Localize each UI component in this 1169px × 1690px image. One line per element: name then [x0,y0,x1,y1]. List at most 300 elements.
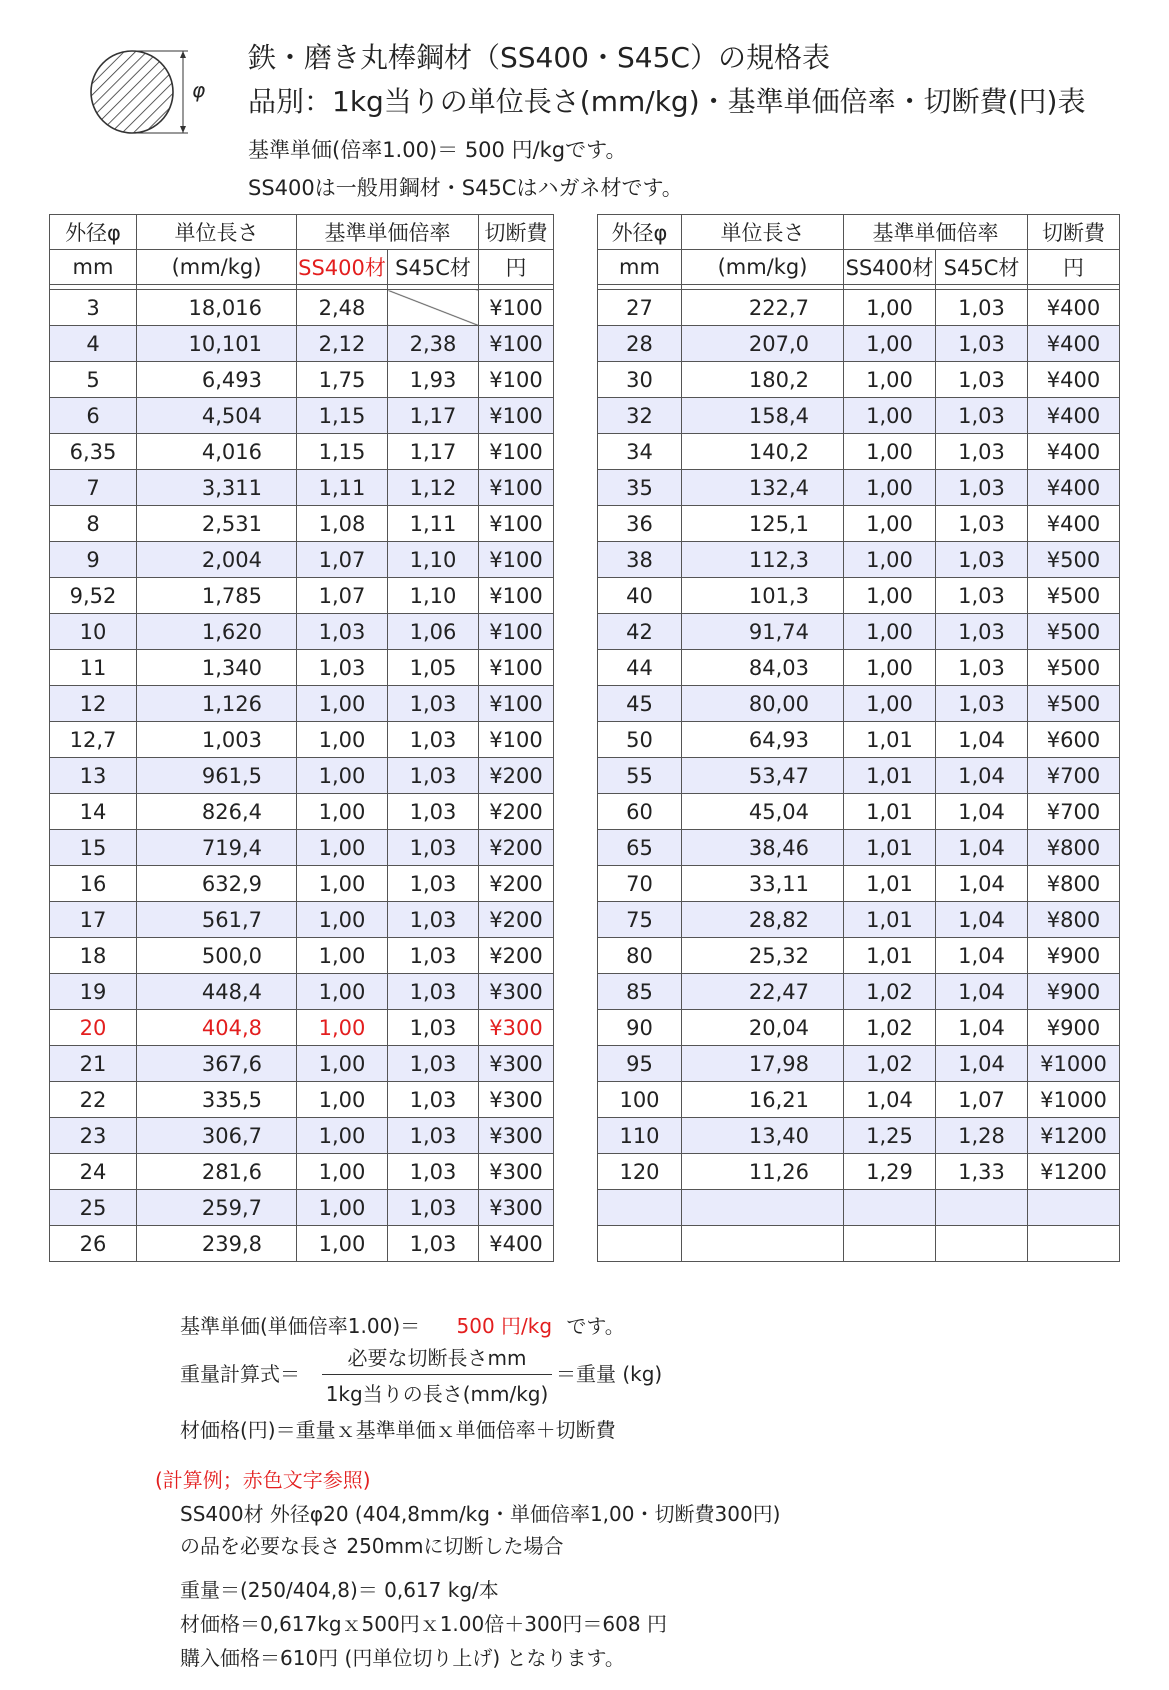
table-row [50,758,554,794]
cell-s45c-ratio [936,1226,1028,1262]
col-header-diameter: 外径φ [50,215,137,250]
cell-diameter: 40 [598,578,682,614]
cell-s45c-ratio: 1,04 [936,974,1028,1010]
col-header-unit-length: 単位長さ [137,215,297,250]
cell-cutting-fee: ¥700 [1028,794,1120,830]
cell-diameter: 90 [598,1010,682,1046]
cell-cutting-fee: ¥900 [1028,974,1120,1010]
cell-s45c-ratio: 1,03 [388,722,479,758]
cell-diameter: 50 [598,722,682,758]
cell-cutting-fee: ¥400 [1028,434,1120,470]
cell-diameter: 36 [598,506,682,542]
cell-s45c-ratio: 1,12 [388,470,479,506]
table-row [598,1226,1120,1262]
cell-ss400-ratio: 1,00 [297,830,388,866]
table-row [50,866,554,902]
table-row [50,1082,554,1118]
cell-s45c-ratio: 1,03 [936,614,1028,650]
cell-cutting-fee: ¥400 [1028,290,1120,326]
cell-unit-length: 2,531 [137,506,297,542]
cell-s45c-ratio: 1,33 [936,1154,1028,1190]
cell-diameter: 45 [598,686,682,722]
cell-s45c-ratio: 1,03 [936,434,1028,470]
cell-ss400-ratio: 2,48 [297,290,388,326]
cell-s45c-ratio: 1,04 [936,722,1028,758]
table-row [598,614,1120,650]
cell-diameter: 28 [598,326,682,362]
cell-s45c-ratio: 2,38 [388,326,479,362]
cell-cutting-fee: ¥200 [479,866,554,902]
table-row [598,1190,1120,1226]
cell-s45c-ratio: 1,28 [936,1118,1028,1154]
cell-diameter: 27 [598,290,682,326]
cell-ss400-ratio: 1,07 [297,578,388,614]
table-row [598,1118,1120,1154]
cell-ss400-ratio: 1,00 [844,362,936,398]
example-heading: (計算例；赤色文字参照) [155,1468,371,1492]
col-header-unit-length-unit: (mm/kg) [137,250,297,285]
page-title: 鉄・磨き丸棒鋼材（SS400・S45C）の規格表 [248,41,830,74]
cell-unit-length: 38,46 [682,830,844,866]
cell-ss400-ratio: 1,15 [297,398,388,434]
cell-unit-length: 25,32 [682,938,844,974]
table-row [598,506,1120,542]
table-row [598,326,1120,362]
cell-unit-length: 53,47 [682,758,844,794]
cell-cutting-fee: ¥500 [1028,542,1120,578]
table-row [50,794,554,830]
table-row [598,1010,1120,1046]
col-header-diameter-unit: mm [598,250,682,285]
cell-cutting-fee: ¥300 [479,1190,554,1226]
cell-s45c-ratio: 1,04 [936,1046,1028,1082]
cell-unit-length: 20,04 [682,1010,844,1046]
cell-diameter: 9 [50,542,137,578]
cell-ss400-ratio: 1,07 [297,542,388,578]
cell-cutting-fee: ¥300 [479,1082,554,1118]
cell-s45c-ratio: 1,03 [388,1118,479,1154]
cell-diameter: 34 [598,434,682,470]
cell-cutting-fee: ¥600 [1028,722,1120,758]
cell-diameter: 110 [598,1118,682,1154]
round-bar-diagram [86,44,206,140]
cell-s45c-ratio: 1,04 [936,938,1028,974]
cell-unit-length: 239,8 [137,1226,297,1262]
cell-unit-length: 1,126 [137,686,297,722]
cell-cutting-fee: ¥500 [1028,614,1120,650]
cell-s45c-ratio: 1,07 [936,1082,1028,1118]
base-price-formula [180,1310,625,1339]
cell-s45c-ratio: 1,10 [388,578,479,614]
cell-ss400-ratio: 1,00 [844,506,936,542]
spec-table-left [49,214,554,1262]
cell-diameter: 11 [50,650,137,686]
cell-diameter: 26 [50,1226,137,1262]
cell-ss400-ratio: 1,00 [844,326,936,362]
cell-cutting-fee: ¥700 [1028,758,1120,794]
table-row [50,578,554,614]
cell-s45c-ratio: 1,03 [936,326,1028,362]
cell-cutting-fee: ¥400 [1028,506,1120,542]
cell-ss400-ratio: 1,00 [844,578,936,614]
table-row [50,290,554,326]
table-row [50,1190,554,1226]
cell-ss400-ratio: 1,01 [844,794,936,830]
example-line2: の品を必要な長さ 250mmに切断した場合 [180,1534,564,1558]
cell-cutting-fee: ¥200 [479,758,554,794]
cell-diameter: 32 [598,398,682,434]
cell-unit-length: 80,00 [682,686,844,722]
cell-ss400-ratio: 2,12 [297,326,388,362]
cell-ss400-ratio: 1,00 [844,686,936,722]
cell-ss400-ratio: 1,75 [297,362,388,398]
cell-diameter: 7 [50,470,137,506]
table-row [50,722,554,758]
cell-ss400-ratio: 1,00 [844,434,936,470]
cell-diameter: 120 [598,1154,682,1190]
cell-diameter [598,1190,682,1226]
cell-diameter: 19 [50,974,137,1010]
cell-s45c-ratio: 1,03 [388,1226,479,1262]
cell-ss400-ratio: 1,00 [297,1082,388,1118]
cell-unit-length: 259,7 [137,1190,297,1226]
cell-s45c-ratio: 1,03 [388,902,479,938]
cell-s45c-ratio: 1,04 [936,866,1028,902]
example-line1: SS400材 外径φ20 (404,8mm/kg・単価倍率1,00・切断費300円) [180,1502,781,1526]
cell-s45c-ratio: 1,03 [936,578,1028,614]
cell-ss400-ratio: 1,00 [844,614,936,650]
cell-diameter: 10 [50,614,137,650]
cell-s45c-ratio [936,1190,1028,1226]
cell-diameter: 12 [50,686,137,722]
table-row [50,326,554,362]
cell-unit-length: 448,4 [137,974,297,1010]
cell-s45c-ratio: 1,05 [388,650,479,686]
cell-ss400-ratio: 1,01 [844,830,936,866]
cell-cutting-fee: ¥100 [479,470,554,506]
cell-diameter: 23 [50,1118,137,1154]
weight-result: ＝重量 (kg) [556,1362,663,1386]
table-row [50,1118,554,1154]
cell-unit-length: 281,6 [137,1154,297,1190]
material-note: SS400は一般用鋼材・S45Cはハガネ材です。 [248,176,683,200]
page-subtitle: 品別：1kg当りの単位長さ(mm/kg)・基準単価倍率・切断費(円)表 [248,85,1086,118]
cell-ss400-ratio: 1,01 [844,902,936,938]
cell-s45c-ratio: 1,93 [388,362,479,398]
cell-diameter: 20 [50,1010,137,1046]
cell-diameter: 5 [50,362,137,398]
cell-s45c-ratio: 1,06 [388,614,479,650]
cell-cutting-fee: ¥900 [1028,938,1120,974]
cell-diameter: 4 [50,326,137,362]
cell-s45c-ratio: 1,03 [388,686,479,722]
weight-fraction [322,1342,552,1407]
cell-unit-length [682,1190,844,1226]
table-row [50,506,554,542]
table-row [598,434,1120,470]
cell-s45c-ratio: 1,03 [388,758,479,794]
table-row [50,398,554,434]
cell-cutting-fee: ¥400 [479,1226,554,1262]
col-header-cutting-fee: 切断費 [479,215,554,250]
cell-s45c-ratio: 1,10 [388,542,479,578]
table-row [598,542,1120,578]
table-row [598,1082,1120,1118]
cell-ss400-ratio: 1,15 [297,434,388,470]
table-row [598,1154,1120,1190]
cell-ss400-ratio: 1,00 [297,1118,388,1154]
example-line4: 材価格＝0,617kgｘ500円ｘ1.00倍＋300円＝608 円 [180,1612,667,1636]
cell-cutting-fee: ¥200 [479,938,554,974]
table-row [598,830,1120,866]
cell-ss400-ratio: 1,00 [844,470,936,506]
table-row [50,650,554,686]
cell-cutting-fee: ¥200 [479,902,554,938]
table-row [598,938,1120,974]
cell-diameter: 9,52 [50,578,137,614]
cell-cutting-fee: ¥1000 [1028,1082,1120,1118]
cell-unit-length: 13,40 [682,1118,844,1154]
cell-s45c-ratio: 1,17 [388,434,479,470]
table-row [598,722,1120,758]
cell-cutting-fee: ¥400 [1028,362,1120,398]
base-price-suffix: です。 [566,1314,625,1338]
cell-s45c-ratio: 1,03 [388,794,479,830]
cell-s45c-ratio: 1,03 [388,830,479,866]
cell-s45c-ratio: 1,11 [388,506,479,542]
cell-ss400-ratio: 1,01 [844,758,936,794]
cell-unit-length: 404,8 [137,1010,297,1046]
cell-diameter: 24 [50,1154,137,1190]
cell-cutting-fee: ¥300 [479,1118,554,1154]
cell-s45c-ratio: 1,03 [936,398,1028,434]
col-header-cutting-fee: 切断費 [1028,215,1120,250]
cell-ss400-ratio: 1,00 [297,1010,388,1046]
cell-ss400-ratio: 1,00 [297,1154,388,1190]
col-header-price-ratio: 基準単価倍率 [844,215,1028,250]
cell-unit-length: 306,7 [137,1118,297,1154]
cell-diameter: 3 [50,290,137,326]
cell-unit-length: 91,74 [682,614,844,650]
cell-unit-length: 1,620 [137,614,297,650]
weight-formula-label: 重量計算式＝ [180,1362,300,1386]
cell-diameter: 44 [598,650,682,686]
table-row [50,542,554,578]
cell-ss400-ratio: 1,04 [844,1082,936,1118]
cell-cutting-fee: ¥300 [479,1010,554,1046]
table-row [50,686,554,722]
table-row [50,1010,554,1046]
table-row [50,1154,554,1190]
col-header-cutting-fee-unit: 円 [479,250,554,285]
cell-cutting-fee: ¥100 [479,326,554,362]
cell-unit-length: 10,101 [137,326,297,362]
table-row [50,974,554,1010]
cell-s45c-ratio: 1,03 [936,542,1028,578]
cell-ss400-ratio: 1,00 [297,938,388,974]
cell-unit-length: 335,5 [137,1082,297,1118]
col-header-diameter: 外径φ [598,215,682,250]
table-row [598,578,1120,614]
cell-ss400-ratio: 1,25 [844,1118,936,1154]
cell-cutting-fee: ¥300 [479,1046,554,1082]
cell-ss400-ratio: 1,02 [844,974,936,1010]
table-row [598,974,1120,1010]
phi-label: φ [192,78,206,102]
cell-cutting-fee: ¥300 [479,974,554,1010]
table-row [50,1226,554,1262]
cell-unit-length: 140,2 [682,434,844,470]
cell-cutting-fee: ¥100 [479,578,554,614]
cell-cutting-fee: ¥100 [479,542,554,578]
table-row [598,902,1120,938]
table-row [598,470,1120,506]
cell-cutting-fee: ¥900 [1028,1010,1120,1046]
cell-cutting-fee: ¥200 [479,794,554,830]
cell-diameter: 12,7 [50,722,137,758]
cell-unit-length: 2,004 [137,542,297,578]
cell-diameter: 30 [598,362,682,398]
cell-unit-length: 45,04 [682,794,844,830]
cell-s45c-ratio: 1,03 [936,686,1028,722]
cell-ss400-ratio: 1,01 [844,938,936,974]
cell-cutting-fee: ¥1200 [1028,1118,1120,1154]
cell-s45c-ratio: 1,03 [936,362,1028,398]
cell-s45c-ratio: 1,03 [936,506,1028,542]
cell-ss400-ratio: 1,00 [844,650,936,686]
table-row [598,1046,1120,1082]
cell-cutting-fee: ¥100 [479,434,554,470]
cell-ss400-ratio: 1,08 [297,506,388,542]
cell-unit-length: 84,03 [682,650,844,686]
cell-s45c-ratio: 1,04 [936,794,1028,830]
cell-s45c-ratio: 1,03 [936,470,1028,506]
col-header-unit-length: 単位長さ [682,215,844,250]
cell-ss400-ratio: 1,00 [844,290,936,326]
cell-diameter: 95 [598,1046,682,1082]
example-line5: 購入価格＝610円 (円単位切り上げ) となります。 [180,1646,625,1670]
cell-ss400-ratio: 1,03 [297,650,388,686]
cell-diameter: 17 [50,902,137,938]
cell-unit-length: 17,98 [682,1046,844,1082]
col-header-price-ratio: 基準単価倍率 [297,215,479,250]
cell-cutting-fee: ¥800 [1028,830,1120,866]
cell-cutting-fee: ¥800 [1028,866,1120,902]
col-header-s45c: S45C材 [936,250,1028,285]
base-price-value: 500 円/kg [456,1314,553,1338]
cell-ss400-ratio: 1,03 [297,614,388,650]
cell-s45c-ratio: 1,03 [388,1190,479,1226]
col-header-cutting-fee-unit: 円 [1028,250,1120,285]
cell-unit-length: 207,0 [682,326,844,362]
cell-s45c-ratio: 1,03 [388,1154,479,1190]
cell-cutting-fee: ¥500 [1028,686,1120,722]
cell-ss400-ratio: 1,01 [844,722,936,758]
cell-unit-length: 16,21 [682,1082,844,1118]
cell-cutting-fee: ¥400 [1028,326,1120,362]
cell-s45c-ratio [388,290,479,326]
cell-s45c-ratio: 1,03 [388,1082,479,1118]
cell-unit-length: 3,311 [137,470,297,506]
weight-denominator: 1kg当りの長さ(mm/kg) [325,1382,549,1406]
table-row [598,686,1120,722]
cell-ss400-ratio: 1,02 [844,1046,936,1082]
cell-diameter [598,1226,682,1262]
cell-diameter: 70 [598,866,682,902]
cell-diameter: 60 [598,794,682,830]
cell-diameter: 25 [50,1190,137,1226]
table-row [50,830,554,866]
cell-unit-length: 4,504 [137,398,297,434]
table-row [598,398,1120,434]
cell-diameter: 18 [50,938,137,974]
table-row [50,434,554,470]
cell-unit-length: 719,4 [137,830,297,866]
cell-ss400-ratio: 1,11 [297,470,388,506]
cell-ss400-ratio: 1,02 [844,1010,936,1046]
material-price-formula: 材価格(円)＝重量ｘ基準単価ｘ単価倍率＋切断費 [180,1418,616,1442]
cell-diameter: 15 [50,830,137,866]
cell-s45c-ratio: 1,03 [936,290,1028,326]
cell-cutting-fee [1028,1190,1120,1226]
cell-s45c-ratio: 1,03 [936,650,1028,686]
cell-diameter: 35 [598,470,682,506]
col-header-unit-length-unit: (mm/kg) [682,250,844,285]
cell-unit-length: 6,493 [137,362,297,398]
cell-ss400-ratio: 1,00 [297,974,388,1010]
cell-unit-length: 632,9 [137,866,297,902]
cell-ss400-ratio: 1,00 [297,686,388,722]
cell-cutting-fee: ¥500 [1028,650,1120,686]
cell-diameter: 6,35 [50,434,137,470]
cell-diameter: 65 [598,830,682,866]
cell-unit-length [682,1226,844,1262]
cell-cutting-fee: ¥300 [479,1154,554,1190]
col-header-diameter-unit: mm [50,250,137,285]
cell-diameter: 42 [598,614,682,650]
cell-ss400-ratio: 1,01 [844,866,936,902]
cell-diameter: 100 [598,1082,682,1118]
cell-unit-length: 28,82 [682,902,844,938]
cell-cutting-fee: ¥800 [1028,902,1120,938]
table-row [50,362,554,398]
cell-ss400-ratio: 1,00 [297,1226,388,1262]
cell-cutting-fee: ¥100 [479,650,554,686]
cell-ss400-ratio: 1,00 [297,1190,388,1226]
cell-cutting-fee: ¥100 [479,686,554,722]
cell-cutting-fee: ¥100 [479,290,554,326]
spec-table-right [597,214,1120,1262]
weight-numerator: 必要な切断長さmm [322,1342,552,1375]
base-price-label: 基準単価(単価倍率1.00)＝ [180,1314,421,1338]
cell-unit-length: 561,7 [137,902,297,938]
cell-unit-length: 1,785 [137,578,297,614]
cell-cutting-fee: ¥100 [479,398,554,434]
cell-diameter: 16 [50,866,137,902]
cell-unit-length: 11,26 [682,1154,844,1190]
base-price-note: 基準単価(倍率1.00)＝ 500 円/kgです。 [248,138,627,162]
cell-unit-length: 101,3 [682,578,844,614]
cell-ss400-ratio [844,1226,936,1262]
cell-cutting-fee: ¥1000 [1028,1046,1120,1082]
example-line3: 重量＝(250/404,8)＝ 0,617 kg/本 [180,1578,499,1602]
cell-unit-length: 22,47 [682,974,844,1010]
cell-unit-length: 18,016 [137,290,297,326]
cell-ss400-ratio: 1,00 [297,722,388,758]
cell-cutting-fee: ¥200 [479,830,554,866]
cell-unit-length: 1,340 [137,650,297,686]
cell-s45c-ratio: 1,03 [388,938,479,974]
